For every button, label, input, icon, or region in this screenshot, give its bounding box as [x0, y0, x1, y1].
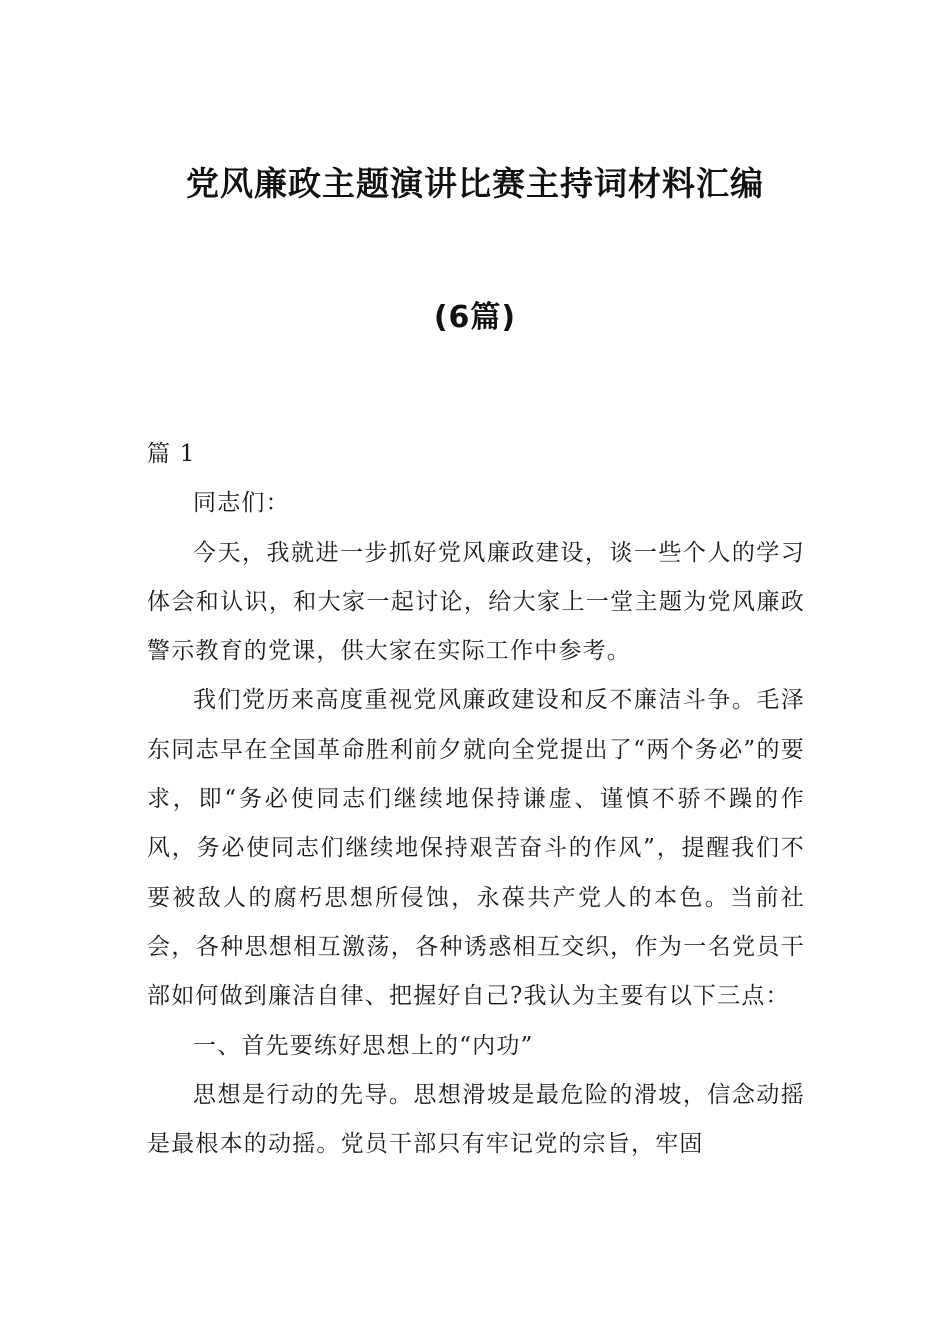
body-paragraph: 我们党历来高度重视党风廉政建设和反不廉洁斗争。毛泽东同志早在全国革命胜利前夕就向全党提出了“两个务必”的要求，即“务必使同志们继续地保持谦虚、谨慎不骄不躁的作风，务必使同志们继续地保持艰苦奋斗的作风”，提醒我们不要被敌人的腐朽思想所侵蚀，永葆共产党人的本色。当前社会，各种思想相互激荡，各种诱惑相互交织，作为一名党员干部如何做到廉洁自律、把握好自己?我认为主要有以下三点： — [147, 687, 805, 1010]
document-subtitle: (6篇) — [433, 300, 517, 335]
salutation-paragraph: 同志们： — [193, 490, 290, 517]
body-paragraph: 思想是行动的先导。思想滑坡是最危险的滑坡，信念动摇是最根本的动摇。党员干部只有牢记党的宗旨，牢固 — [147, 1081, 805, 1158]
body-paragraph: 今天，我就进一步抓好党风廉政建设，谈一些个人的学习体会和认识，和大家一起讨论，给大家上一堂主题为党风廉政警示教育的党课，供大家在实际工作中参考。 — [147, 539, 805, 665]
document-body — [147, 430, 805, 1169]
section-heading: 一、首先要练好思想上的“内功” — [193, 1032, 534, 1059]
section-label: 篇 1 — [147, 441, 196, 467]
document-title: 党风廉政主题演讲比赛主持词材料汇编 — [186, 164, 764, 203]
